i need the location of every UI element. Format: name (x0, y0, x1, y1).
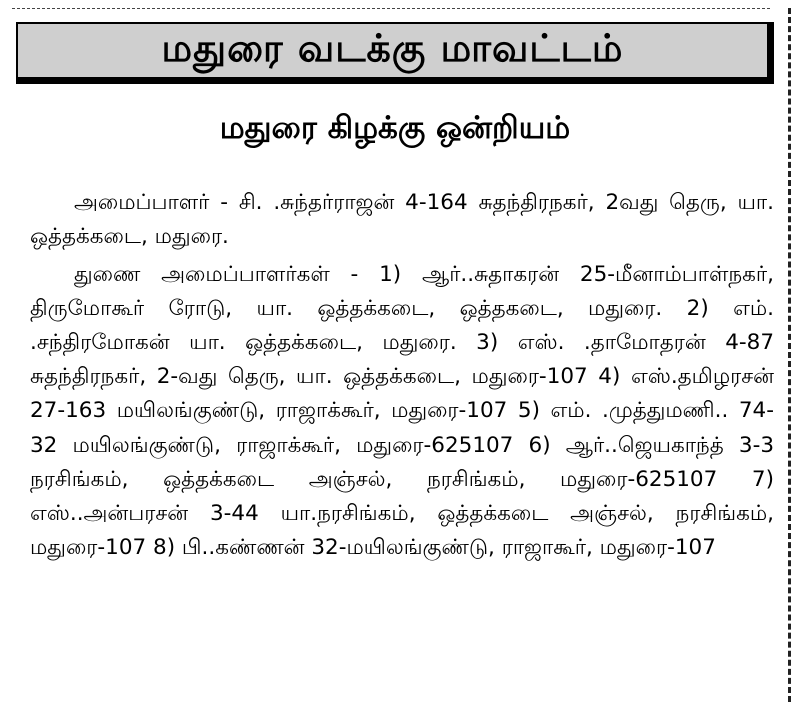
organizer-paragraph: அமைப்பாளர் - சி. .சுந்தர்ராஜன் 4-164 சுதந்திரநகர், 2வது தெரு, யா. ஒத்தக்கடை, மதுரை. (30, 189, 774, 249)
clipping-top-border (12, 8, 770, 12)
district-heading: மதுரை வடக்கு மாவட்டம் (161, 25, 624, 70)
district-heading-box (16, 22, 774, 84)
deputy-organizers-paragraph: துணை அமைப்பாளர்கள் - 1) ஆர்..சுதாகரன் 25-மீனாம்பாள்நகர், திருமோகூர் ரோடு, யா. ஒத்தக்கடை, ஒத்தகடை, மதுரை. 2) எம். .சந்திரமோகன் யா. ஒத்தக்கடை, மதுரை. 3) எஸ். .தாமோதரன் 4-87 சுதந்திரநகர், 2-வது தெரு, யா. ஒத்தக்கடை, மதுரை-107 4) எஸ்.தமிழரசன் 27-163 மயிலங்குண்டு, ராஜாக்கூர், மதுரை-107 5) எம். .முத்துமணி.. 74-32 மயிலங்குண்டு, ராஜாக்கூர், மதுரை-625107 6) ஆர்..ஜெயகாந்த் 3-3 நரசிங்கம், ஒத்தக்கடை அஞ்சல், நரசிங்கம், மதுரை-625107 7) எஸ்..அன்பரசன் 3-44 யா.நரசிங்கம், ஒத்தக்கடை அஞ்சல், நரசிங்கம், மதுரை-107 8) பி..கண்ணன் 32-மயிலங்குண்டு, ராஜாகூர், மதுரை-107 (30, 261, 774, 561)
union-subheading: மதுரை கிழக்கு ஒன்றியம் (219, 110, 571, 146)
